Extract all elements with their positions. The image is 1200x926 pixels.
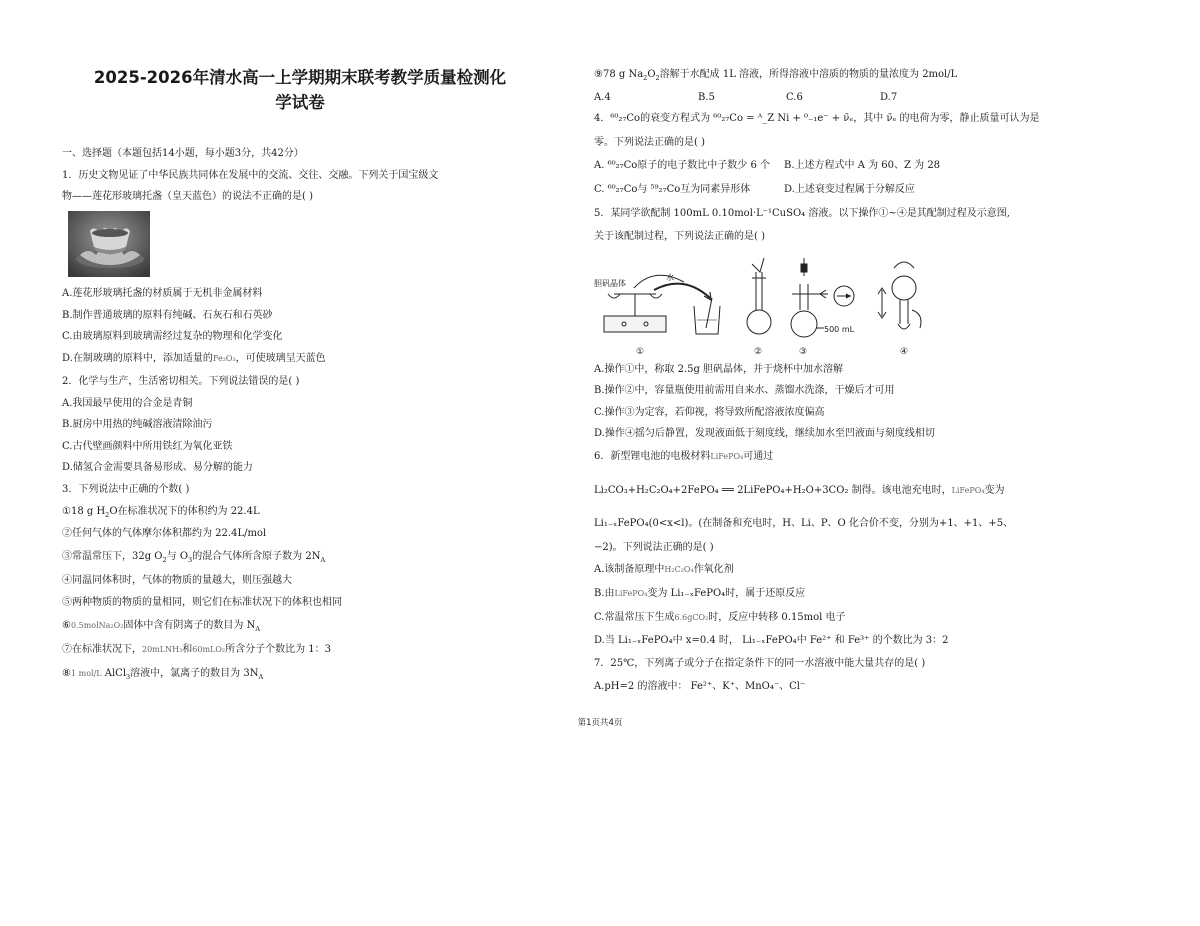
- q2-option-c: C.古代壁画颜料中所用铁红为氧化亚铁: [62, 441, 233, 452]
- q3-statement-3: ③常温常压下，32g $O_2$与 $O_3$的混合气体所含原子数为 $2N_A$: [62, 551, 326, 564]
- q2-option-b: B.厨房中用热的纯碱溶液清除油污: [62, 419, 213, 430]
- dropper-flask-icon: [791, 258, 817, 337]
- q1-option-a: A.莲花形玻璃托盏的材质属于无机非金属材料: [62, 288, 263, 299]
- q1-option-d: D.在制玻璃的原料中，添加适量的Fe₂O₃，可使玻璃呈天蓝色: [62, 353, 326, 364]
- q6-option-b: B.由LiFePO₄变为 Li₁₋ₓFePO₄时，属于还原反应: [594, 588, 806, 599]
- solution-preparation-diagram: [594, 254, 940, 358]
- shaking-flask-icon: [878, 262, 921, 329]
- q2-stem: 2．化学与生产，生活密切相关。下列说法错误的是( ): [62, 376, 300, 387]
- q5-stem-line1: 5．某同学欲配制 100mL 0.10mol·L⁻¹CuSO₄ 溶液。以下操作①~④是其配制过程及示意图,: [594, 208, 1010, 219]
- q7-stem: 7．25℃，下列离子或分子在指定条件下的同一水溶液中能大量共存的是( ): [594, 658, 926, 669]
- q3-statement-1: ①18 g $H_2O$在标准状况下的体积约为 22.4L: [62, 506, 260, 519]
- q5-option-a: A.操作①中，称取 2.5g 胆矾晶体，并于烧杯中加水溶解: [594, 364, 844, 375]
- q3-option-b: B.5: [698, 92, 715, 103]
- q3-option-d: D.7: [880, 92, 898, 103]
- q3-statement-9: ⑨78 g $Na_2O_2$溶解于水配成 1L 溶液，所得溶液中溶质的物质的量浓度为 2mol/L: [594, 69, 958, 82]
- q3-statement-8: ⑧1 mol/L AlCl$_3$溶液中，氯离子的数目为 $3N_A$: [62, 668, 264, 681]
- q6-option-c: C.常温常压下生成6.6gCO₂时，反应中转移 0.15mol 电子: [594, 612, 846, 623]
- page-title-line1: 2025-2026年清水高一上学期期末联考教学质量检测化: [93, 68, 507, 87]
- water-label: 水: [666, 273, 674, 282]
- q2-option-d: D.储氢合金需要具备易形成、易分解的能力: [62, 462, 253, 473]
- page-title-line2: 学试卷: [275, 93, 325, 112]
- q1-option-b: B.制作普通玻璃的原料有纯碱、石灰石和石英砂: [62, 310, 273, 321]
- q3-statement-7: ⑦在标准状况下，20mLNH₃和60mLO₂所含分子个数比为 1：3: [62, 644, 332, 655]
- q6-equation: Li₂CO₃+H₂C₂O₄+2FePO₄ ══ 2LiFePO₄+H₂O+3CO₂ 制得。该电池充电时，LiFePO₄变为: [594, 485, 1005, 496]
- q4-option-a: A. ⁶⁰₂₇Co原子的电子数比中子数少 6 个: [594, 160, 771, 171]
- volume-label: 500 mL: [824, 325, 855, 334]
- eye-view-icon: [816, 286, 854, 306]
- volumetric-flask-icon: [747, 258, 771, 334]
- q5-option-d: D.操作④摇匀后静置，发现液面低于刻度线，继续加水至凹液面与刻度线相切: [594, 428, 935, 439]
- q3-stem: 3．下列说法中正确的个数( ): [62, 484, 190, 495]
- q2-option-a: A.我国最早使用的合金是青铜: [62, 398, 193, 409]
- q6-line3: Li₁₋ₓFePO₄(0<x<l)。(在制备和充电时，H、Li、P、O 化合价不变，分别为+1、+1、+5、: [594, 518, 1014, 529]
- q4-option-d: D.上述衰变过程属于分解反应: [784, 184, 915, 195]
- q1-stem-line1: 1．历史文物见证了中华民族共同体在发展中的交流、交往、交融。下列关于国宝级文: [62, 170, 439, 181]
- q5-option-b: B.操作②中，容量瓶使用前需用自来水、蒸馏水洗涤，干燥后才可用: [594, 385, 895, 396]
- q4-option-b: B.上述方程式中 A 为 60、Z 为 28: [784, 160, 941, 171]
- q1-option-c: C.由玻璃原料到玻璃需经过复杂的物理和化学变化: [62, 331, 283, 342]
- crystal-label: 胆矾晶体: [594, 279, 626, 288]
- step-3-label: ③: [799, 347, 808, 357]
- q3-statement-6: ⑥0.5molNa₂O₂固体中含有阴离子的数目为 $N_A$: [62, 620, 261, 633]
- q3-option-a: A.4: [594, 92, 611, 103]
- q6-option-d: D.当 Li₁₋ₓFePO₄中 x=0.4 时， Li₁₋ₓFePO₄中 Fe²⁺ 和 Fe³⁺ 的个数比为 3：2: [594, 635, 949, 646]
- page-footer: 第1页共4页: [577, 718, 623, 728]
- q7-option-a: A.pH=2 的溶液中： Fe²⁺、K⁺、MnO₄⁻、Cl⁻: [594, 681, 806, 692]
- step-2-label: ②: [754, 347, 763, 357]
- lotus-glass-bowl-photo: [68, 211, 150, 277]
- q3-statement-4: ④同温同体积时，气体的物质的量越大，则压强越大: [62, 575, 292, 586]
- q5-stem-line2: 关于该配制过程，下列说法正确的是( ): [594, 231, 765, 242]
- q6-stem: 6．新型锂电池的电极材料LiFePO₄可通过: [594, 451, 774, 462]
- q6-line4: −2)。下列说法正确的是( ): [594, 542, 714, 553]
- q3-option-c: C.6: [786, 92, 803, 103]
- step-4-label: ④: [900, 347, 909, 357]
- step-1-label: ①: [636, 347, 645, 357]
- q3-statement-5: ⑤两种物质的物质的量相同，则它们在标准状况下的体积也相同: [62, 597, 342, 608]
- q4-option-c: C. ⁶⁰₂₇Co与 ⁵⁹₂₇Co互为同素异形体: [594, 184, 751, 195]
- q4-stem-line2: 零。下列说法正确的是( ): [594, 137, 705, 148]
- arrow-icon: [654, 284, 711, 300]
- q6-option-a: A.该制备原理中H₂C₂O₄作氧化剂: [594, 564, 734, 575]
- q1-stem-line2: 物——莲花形玻璃托盏（皇天蓝色）的说法不正确的是( ): [62, 191, 313, 202]
- section-heading: 一、选择题（本题包括14小题，每小题3分，共42分）: [62, 148, 304, 159]
- q3-statement-2: ②任何气体的气体摩尔体积都约为 22.4L/mol: [62, 528, 267, 539]
- beaker-icon: [694, 298, 720, 334]
- q4-stem-line1: 4．⁶⁰₂₇Co的衰变方程式为 ⁶⁰₂₇Co = ᴬ_Z Ni + ⁰₋₁e⁻ + ν̄ₑ，其中 ν̄ₑ 的电荷为零，静止质量可认为是: [594, 113, 1040, 124]
- q5-option-c: C.操作③为定容，若仰视，将导致所配溶液浓度偏高: [594, 407, 825, 418]
